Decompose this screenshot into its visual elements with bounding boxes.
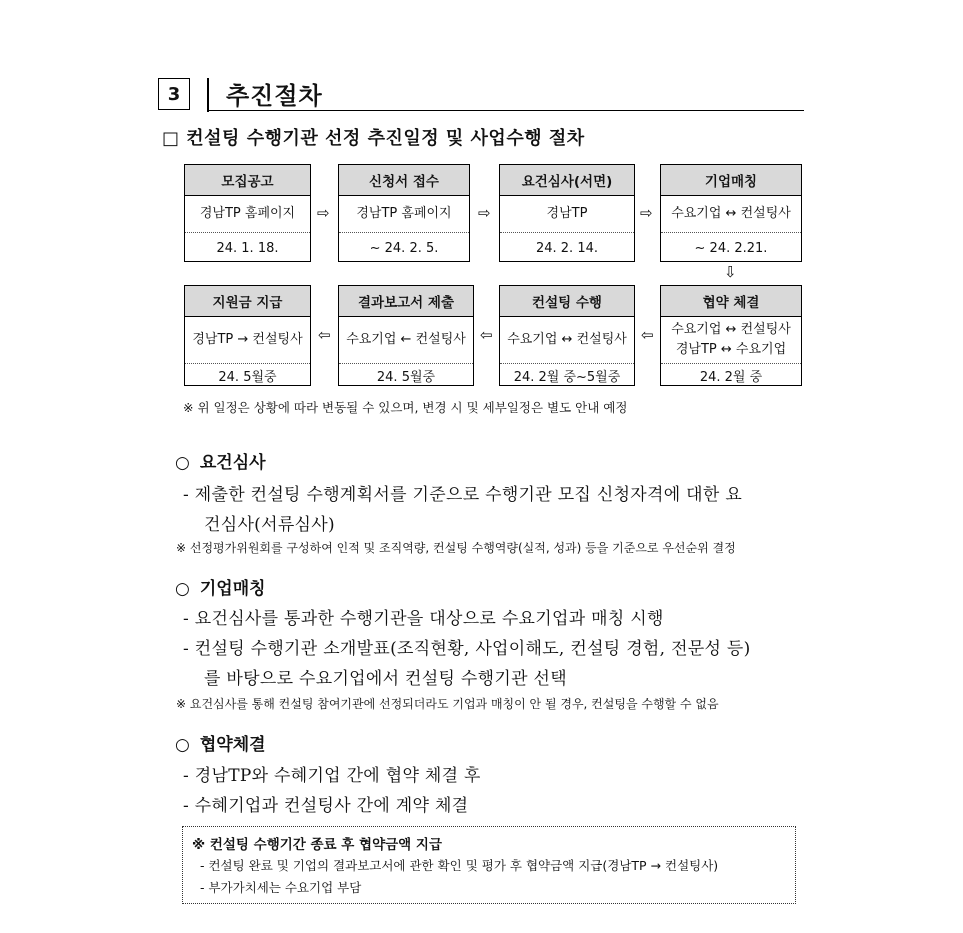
list-item: - 제출한 컨설팅 수행계획서를 기준으로 수행기관 모집 신청자격에 대한 요 — [183, 485, 743, 505]
matching-note: ※ 요건심사를 통해 컨설팅 참여기관에 선정되더라도 기업과 매칭이 안 될 경우, 컨설팅을 수행할 수 없음 — [176, 697, 719, 711]
flow-box-title: 모집공고 — [185, 165, 310, 196]
list-item: - 수혜기업과 컨설팅사 간에 계약 체결 — [183, 796, 469, 816]
flow-box-who — [185, 317, 310, 364]
flow-box-title: 신청서 접수 — [339, 165, 469, 196]
flow-box-who — [500, 317, 634, 364]
flow-box-who-text: 수요기업 ← 컨설팅사 — [346, 332, 466, 347]
heading-text: 요건심사 — [199, 453, 266, 473]
flow-box-who-text: 수요기업 ↔ 컨설팅사 — [507, 332, 627, 347]
flow-box-payment — [184, 285, 311, 386]
flow-box-title: 결과보고서 제출 — [339, 286, 473, 317]
circle-bullet-icon: ○ — [175, 735, 190, 755]
flow-box-title: 컨설팅 수행 — [500, 286, 634, 317]
flow-box-who-text: 수요기업 ↔ 컨설팅사 — [671, 206, 791, 221]
flow-box-who — [339, 196, 469, 233]
arrow-left-icon: ⇦ — [480, 326, 493, 344]
subheading: □ 컨설팅 수행기관 선정 추진일정 및 사업수행 절차 — [162, 128, 585, 149]
list-item-continuation: 를 바탕으로 수요기업에서 컨설팅 수행기관 선택 — [204, 669, 567, 689]
section-underline — [207, 110, 804, 111]
flow-box-who-text: 경남TP → 컨설팅사 — [192, 332, 303, 347]
flow-box-who — [661, 317, 801, 364]
flow-box-who-text: 경남TP — [546, 206, 588, 221]
section-divider — [207, 78, 209, 112]
list-item: - 요건심사를 통과한 수행기관을 대상으로 수요기업과 매칭 시행 — [183, 609, 664, 629]
flow-box-date: 24. 2. 14. — [535, 240, 599, 256]
heading-matching — [175, 574, 266, 599]
circle-bullet-icon: ○ — [175, 579, 190, 599]
flow-box-who-text: 수요기업 ↔ 컨설팅사 — [671, 322, 791, 337]
notebox-title: ※ 컨설팅 수행기간 종료 후 협약금액 지급 — [192, 837, 442, 853]
section-number: 3 — [158, 78, 190, 110]
arrow-right-icon: ⇨ — [317, 204, 330, 222]
flow-box-date: ~ 24. 2.21. — [694, 240, 768, 256]
flow-box-date: ~ 24. 2. 5. — [369, 240, 439, 256]
notebox-line: - 부가가치세는 수요기업 부담 — [200, 880, 362, 895]
flow-box-title: 협약 체결 — [661, 286, 801, 317]
flow-box-who-text: 경남TP 홈페이지 — [356, 206, 452, 221]
circle-bullet-icon: ○ — [175, 453, 190, 473]
arrow-down-icon: ⇩ — [724, 263, 737, 281]
screening-note: ※ 선정평가위원회를 구성하여 인적 및 조직역량, 컨설팅 수행역량(실적, 성과) 등을 기준으로 우선순위 결정 — [176, 541, 736, 555]
flow-box-date: 24. 2월 중~5월중 — [513, 370, 621, 385]
heading-text: 기업매칭 — [199, 579, 266, 599]
flow-box-title: 지원금 지급 — [185, 286, 310, 317]
flow-box-date: 24. 5월중 — [218, 370, 277, 385]
flow-box-consulting — [499, 285, 635, 386]
list-item: - 경남TP와 수혜기업 간에 협약 체결 후 — [183, 766, 481, 786]
flow-box-application — [338, 164, 470, 262]
flow-box-date: 24. 5월중 — [376, 370, 436, 385]
flow-box-recruit — [184, 164, 311, 262]
flow-box-date: 24. 1. 18. — [216, 240, 279, 256]
flow-box-who — [185, 196, 310, 233]
heading-screening — [175, 448, 266, 473]
flow-box-title: 기업매칭 — [661, 165, 801, 196]
arrow-left-icon: ⇦ — [318, 326, 331, 344]
arrow-right-icon: ⇨ — [640, 204, 653, 222]
schedule-note: ※ 위 일정은 상황에 따라 변동될 수 있으며, 변경 시 및 세부일정은 별도 안내 예정 — [183, 400, 628, 415]
flow-box-screening — [499, 164, 635, 262]
notebox-line: - 컨설팅 완료 및 기업의 결과보고서에 관한 확인 및 평가 후 협약금액 지급(경남TP → 컨설팅사) — [200, 858, 719, 873]
arrow-right-icon: ⇨ — [478, 204, 491, 222]
flow-box-report — [338, 285, 474, 386]
arrow-left-icon: ⇦ — [641, 326, 654, 344]
flow-box-agreement — [660, 285, 802, 386]
flow-box-who — [500, 196, 634, 233]
flow-box-who-text: 경남TP ↔ 수요기업 — [675, 342, 787, 357]
section-title: 추진절차 — [226, 82, 323, 110]
flow-box-date: 24. 2월 중 — [699, 370, 763, 385]
heading-agreement — [175, 730, 266, 755]
flow-box-title: 요건심사(서면) — [500, 165, 634, 196]
flow-box-who-text: 경남TP 홈페이지 — [199, 206, 296, 221]
flow-box-matching — [660, 164, 802, 262]
flow-box-who — [339, 317, 473, 364]
heading-text: 협약체결 — [199, 735, 266, 755]
flow-box-who — [661, 196, 801, 233]
list-item: - 컨설팅 수행기관 소개발표(조직현황, 사업이해도, 컨설팅 경험, 전문성 등) — [183, 639, 751, 659]
list-item-continuation: 건심사(서류심사) — [204, 515, 335, 535]
